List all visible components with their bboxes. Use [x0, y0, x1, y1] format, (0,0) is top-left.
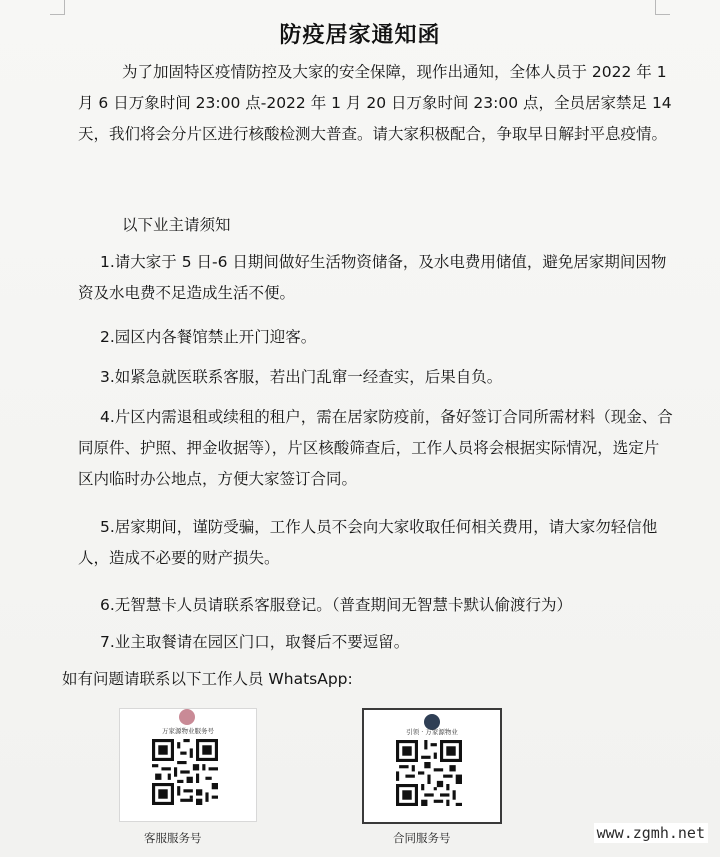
- notice-item: 1.请大家于 5 日-6 日期间做好生活物资储备，及水电费用储值，避免居家期间因物资及水电费不足造成生活不便。: [78, 253, 667, 302]
- customer-service-qr-card[interactable]: [119, 708, 257, 822]
- site-watermark: www.zgmh.net: [594, 823, 708, 843]
- intro-paragraph: 为了加固特区疫情防控及大家的安全保障，现作出通知，全体人员于 2022 年 1 月 6 日万象时间 23:00 点-2022 年 1 月 20 日万象时间 23:00 点，全员居家禁足 14 天，我们将会分片区进行核酸检测大普查。请大家积极配合，争取早日解封平息疫情。: [78, 63, 672, 143]
- qr-caption: 客服服务号: [144, 831, 202, 845]
- page-corner-mark: [655, 0, 670, 15]
- notice-item: 2.园区内各餐馆禁止开门迎客。: [100, 328, 317, 346]
- page-corner-mark: [50, 0, 65, 15]
- property-logo-icon: [179, 709, 195, 725]
- contract-service-qr-card[interactable]: [362, 708, 502, 824]
- whatsapp-qr-code-icon[interactable]: [152, 739, 218, 805]
- notice-item: 5.居家期间，谨防受骗，工作人员不会向大家收取任何相关费用，请大家勿轻信他人，造成不必要的财产损失。: [78, 518, 658, 567]
- qr-caption: 合同服务号: [393, 831, 451, 845]
- owners-heading: 以下业主请须知: [122, 216, 231, 234]
- notice-item: 3.如紧急就医联系客服，若出门乱窜一经查实，后果自负。: [100, 368, 503, 386]
- contact-line: 如有问题请联系以下工作人员 WhatsApp:: [62, 670, 353, 688]
- notice-item: 4.片区内需退租或续租的租户，需在居家防疫前，备好签订合同所需材料（现金、合同原件、护照、押金收据等），片区核酸筛查后，工作人员将会根据实际情况，选定片区内临时办公地点，方便大家签订合同。: [78, 408, 673, 488]
- whatsapp-qr-code-icon[interactable]: [396, 740, 462, 806]
- notice-title: 防疫居家通知函: [279, 23, 441, 48]
- notice-item: 7.业主取餐请在园区门口，取餐后不要逗留。: [100, 633, 410, 651]
- qr-card-title: 万家源物业服务号: [162, 727, 214, 735]
- notice-item: 6.无智慧卡人员请联系客服登记。（普查期间无智慧卡默认偷渡行为）: [100, 596, 573, 614]
- qr-card-title: 引领 · 万家源物业: [406, 728, 458, 736]
